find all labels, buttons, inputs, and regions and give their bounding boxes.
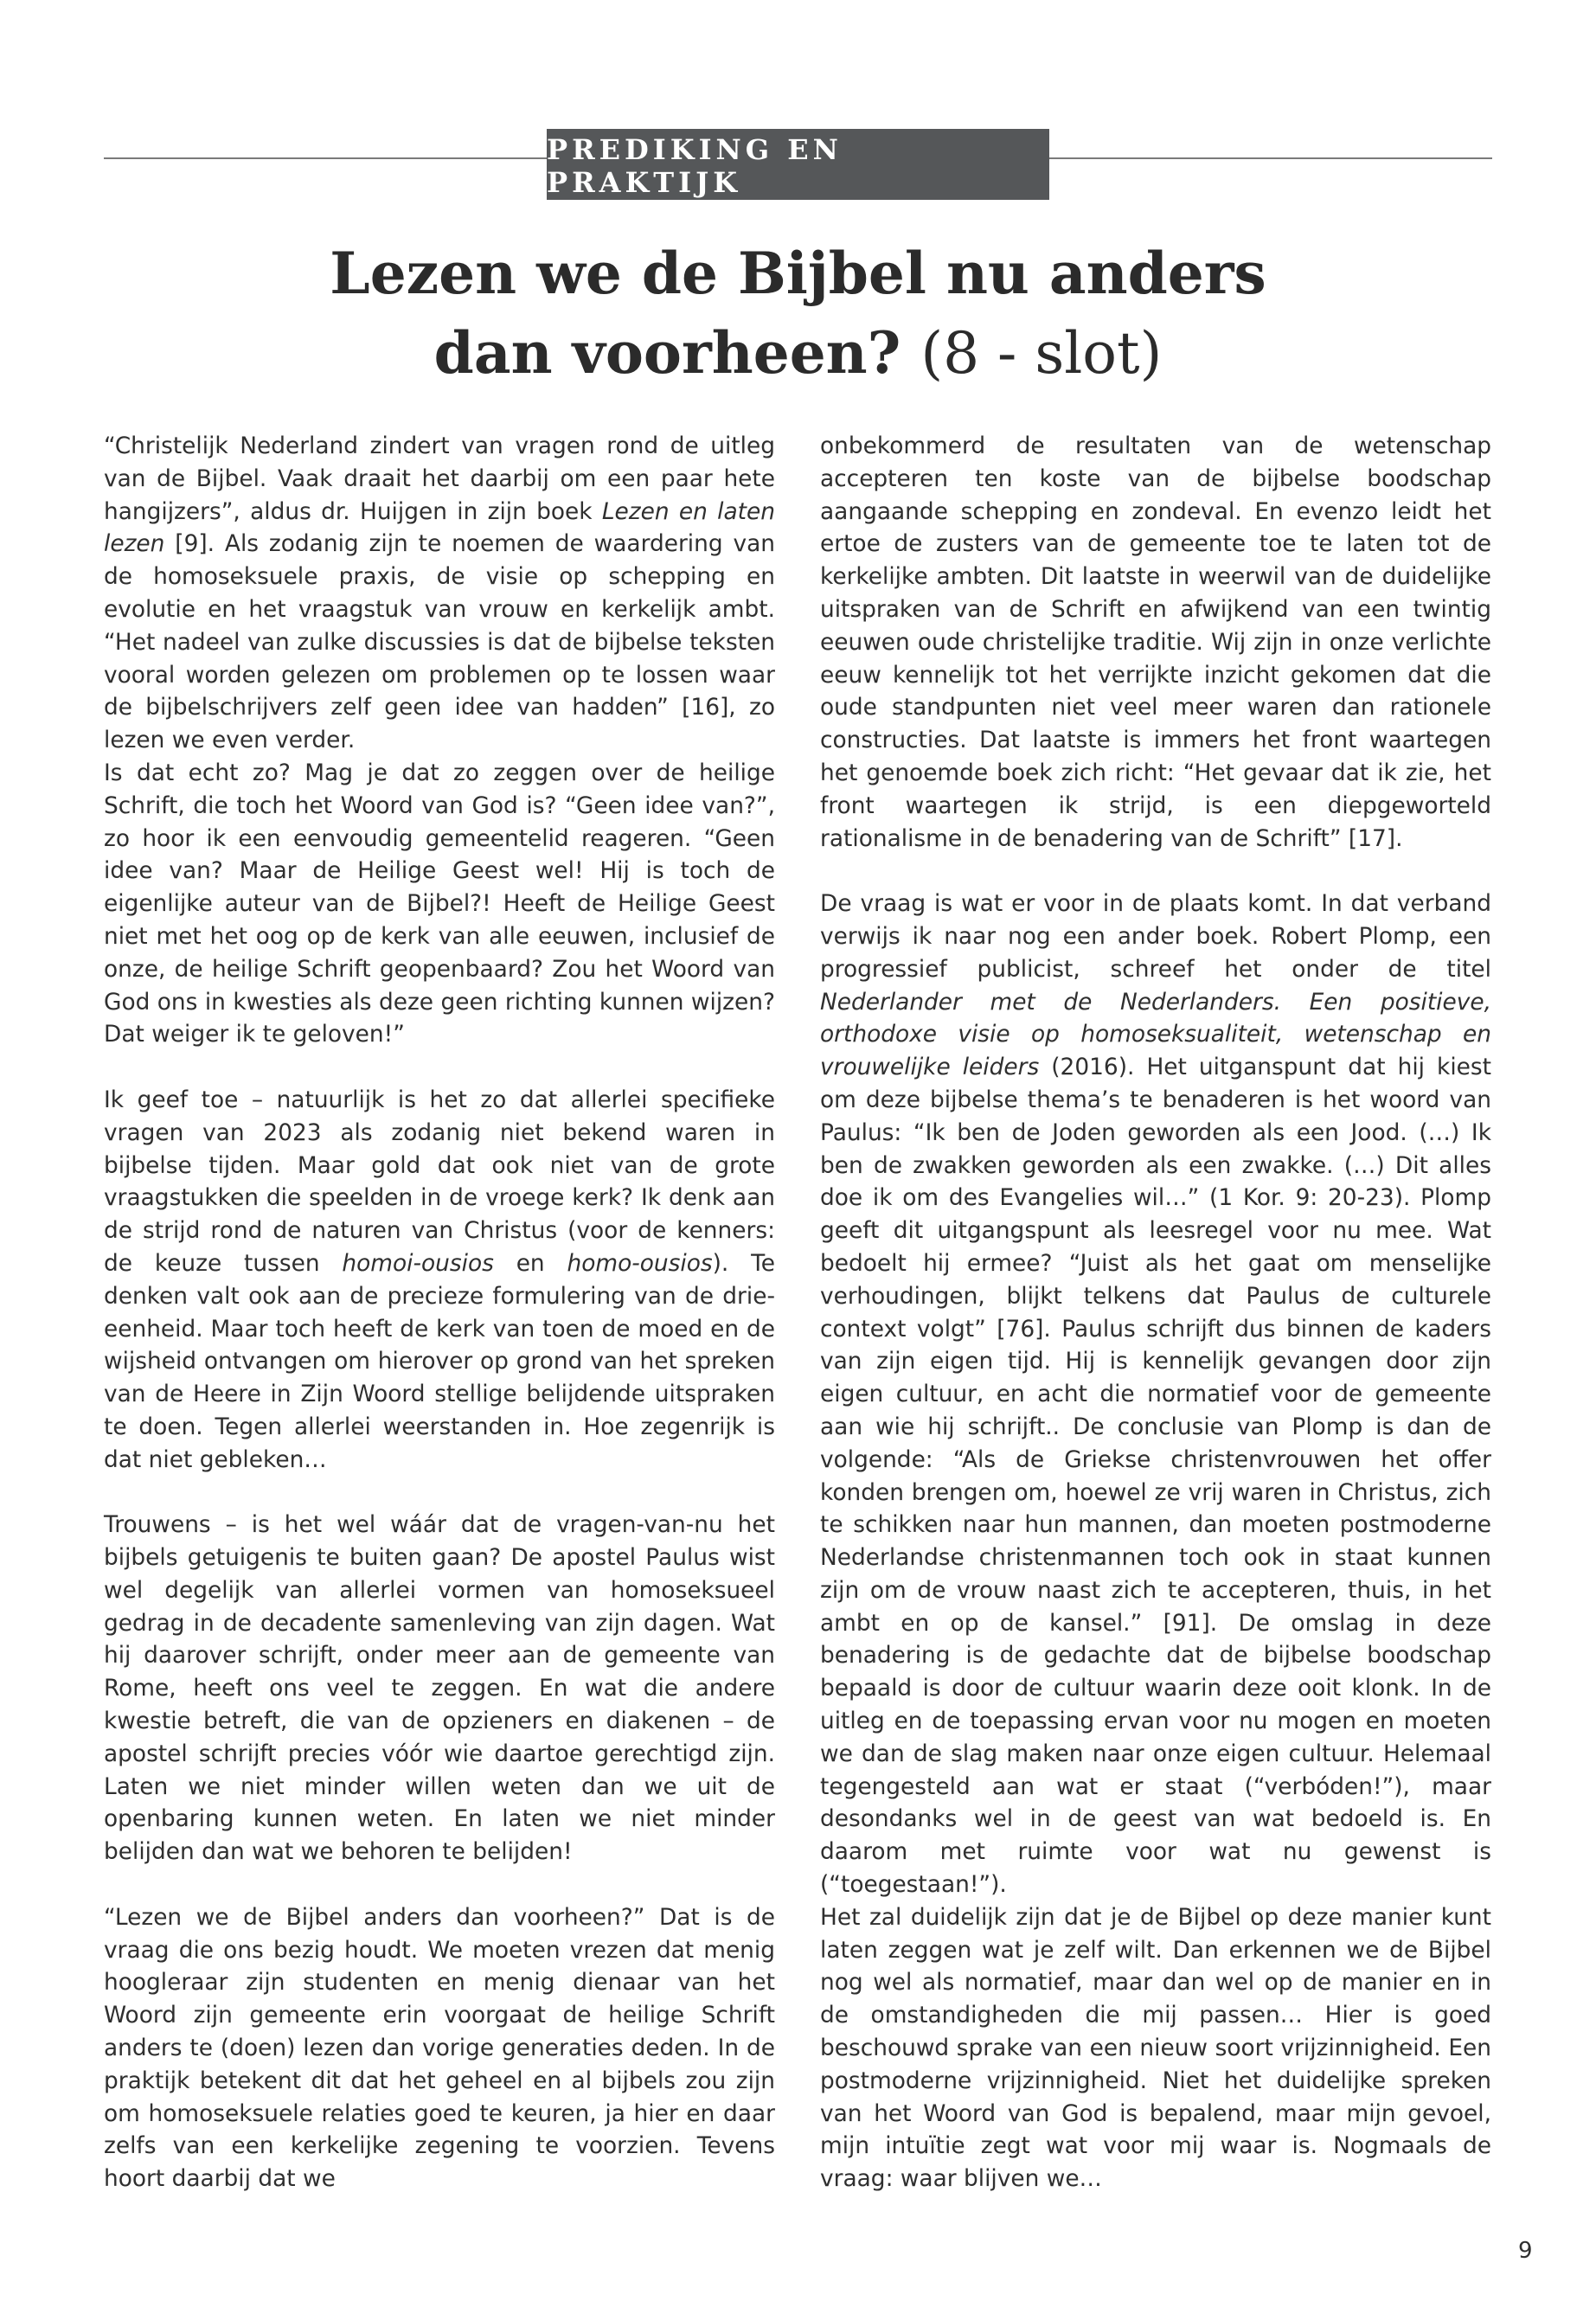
paragraph: Is dat echt zo? Mag je dat zo zeggen over de heilige Schrift, die toch het Woord van God is? “Geen idee van?”, zo hoor ik een eenvoudig gemeentelid reageren. “Geen idee van? Maar de Heilige Geest wel! Hij is toch de eigenlijke auteur van de Bijbel?! Heeft de Heilige Geest niet met het oog op de kerk van alle eeuwen, inclusief de onze, de heilige Schrift geopenbaard? Zou het Woord van God ons in kwesties als deze geen richting kunnen wijzen? Dat weiger ik te geloven!” xyxy=(104,759,775,1048)
paragraph xyxy=(104,430,775,757)
article-title xyxy=(104,234,1492,394)
paragraph-text: [9]. Als zodanig zijn te noemen de waardering van de homoseksuele praxis, de visie op schepping en evolutie en het vraagstuk van vrouw en kerkelijk ambt. “Het nadeel van zulke discussies is dat de bijbelse teksten vooral worden gelezen om problemen op te lossen waar de bijbelschrijvers zelf geen idee van hadden” [16], zo lezen we even verder. xyxy=(104,530,775,754)
term-italic: homoi-ousios xyxy=(342,1249,494,1277)
title-line-1: Lezen we de Bijbel nu anders xyxy=(330,240,1266,307)
left-column xyxy=(104,430,775,2195)
page-number: 9 xyxy=(1518,2238,1533,2264)
paragraph: Trouwens – is het wel wáár dat de vragen-van-nu het bijbels getuigenis te buiten gaan? De apostel Paulus wist wel degelijk van allerlei vormen van homoseksueel gedrag in de decadente samenleving van zijn dagen. Wat hij daarover schrijft, onder meer aan de gemeente van Rome, heeft ons veel te zeggen. En wat die andere kwestie betreft, die van de opzieners en diakenen – de apostel schrijft precies vóór wie daartoe gerechtigd zijn. Laten we niet minder willen weten dan we uit de openbaring kunnen weten. En laten we niet minder belijden dan wat we behoren te belijden! xyxy=(104,1511,775,1866)
paragraph-text: Ik geef toe – natuurlijk is het zo dat allerlei specifieke vragen van 2023 als zodanig niet bekend waren in bijbelse tijden. Maar gold dat ook niet van de grote vraagstukken die speelden in de vroege kerk? Ik denk aan de strijd rond de naturen van Christus (voor de kenners: de keuze tussen xyxy=(104,1086,775,1277)
header-rule-left xyxy=(104,157,547,159)
paragraph xyxy=(820,888,1491,1901)
header-rule-right xyxy=(1049,157,1492,159)
paragraph-text: De vraag is wat er voor in de plaats komt. In dat verband verwijs ik naar nog een ander boek. Robert Plomp, een progressief publicist, schreef het onder de titel xyxy=(820,890,1491,983)
paragraph-text: ). Te denken valt ook aan de precieze formulering van de drie-eenheid. Maar toch heeft de kerk van toen de moed en de wijsheid ontvangen om hierover op grond van het spreken van de Heere in Zijn Woord stellige belijdende uitspraken te doen. Tegen allerlei weerstanden in. Hoe zegenrijk is dat niet gebleken… xyxy=(104,1249,775,1473)
paragraph: Het zal duidelijk zijn dat je de Bijbel op deze manier kunt laten zeggen wat je zelf wilt. Dan erkennen we de Bijbel nog wel als normatief, maar dan wel op de manier en in de omstandigheden die mij passen… Hier is goed beschouwd sprake van een nieuw soort vrijzinnigheid. Een postmoderne vrijzinnigheid. Niet het duidelijke spreken van het Woord van God is bepalend, maar mijn gevoel, mijn intuïtie zegt wat voor mij waar is. Nogmaals de vraag: waar blijven we… xyxy=(820,1903,1491,2193)
paragraph: “Lezen we de Bijbel anders dan voorheen?” Dat is de vraag die ons bezig houdt. We moeten vrezen dat menig hoogleraar zijn studenten en menig dienaar van het Woord zijn gemeente erin voorgaat de heilige Schrift anders te (doen) lezen dan vorige generaties deden. In de praktijk betekent dit dat het geheel en al bijbels zou zijn om homoseksuele relaties goed te keuren, ja hier en daar zelfs van een kerkelijke zegening te voorzien. Tevens hoort daarbij dat we xyxy=(104,1903,775,2193)
paragraph xyxy=(104,1084,775,1477)
title-part-number: (8 - slot) xyxy=(920,320,1163,387)
book-title: Lezen en laten lezen xyxy=(104,497,775,558)
term-italic: homo-ousios xyxy=(567,1249,713,1277)
paragraph-text: “Christelijk Nederland zindert van vragen rond de uitleg van de Bijbel. Vaak draait het daarbij om een paar hete hangijzers”, aldus dr. Huijgen in zijn boek xyxy=(104,433,775,525)
paragraph-text: (2016). Het uitganspunt dat hij kiest om deze bijbelse thema’s te benaderen is het woord van Paulus: “Ik ben de Joden geworden als een Jood. (…) Ik ben de zwakken geworden als een zwakke. (…) Dit alles doe ik om des Evangelies wil…” (1 Kor. 9: 20-23). Plomp geeft dit uitgangspunt als leesregel voor nu mee. Wat bedoelt hij ermee? “Juist als het gaat om menselijke verhoudingen, blijkt telkens dat Paulus de culturele context volgt” [76]. Paulus schrijft dus binnen de kaders van zijn eigen tijd. Hij is kennelijk gevangen door zijn eigen cultuur, en acht die normatief voor de gemeente aan wie hij schrijft.. De conclusie van Plomp is dan de volgende: “Als de Griekse christenvrouwen het offer konden brengen om, hoewel ze vrij waren in Christus, zich te schikken naar hun mannen, dan moeten postmoderne Nederlandse christenmannen toch ook in staat kunnen zijn om de vrouw naast zich te accepteren, thuis, in het ambt en op de kansel.” [91]. De omslag in deze benadering is de gedachte dat de bijbelse boodschap bepaald is door de cultuur waarin deze ooit klonk. In de uitleg en de toepassing ervan voor nu mogen en moeten we dan de slag maken naar onze eigen cultuur. Helemaal tegengesteld aan wat er staat (“verbóden!”), maar desondanks wel in de geest van wat bedoeld is. En daarom met ruimte voor wat nu gewenst is (“toegestaan!”). xyxy=(820,1054,1492,1899)
right-column xyxy=(820,430,1491,2195)
paragraph-text: en xyxy=(493,1249,567,1277)
paragraph: onbekommerd de resultaten van de wetenschap accepteren ten koste van de bijbelse boodschap aangaande schepping en zondeval. En evenzo leidt het ertoe de zusters van de gemeente toe te laten tot de kerkelijke ambten. Dit laatste in weerwil van de duidelijke uitspraken van de Schrift en afwijkend van een twintig eeuwen oude christelijke traditie. Wij zijn in onze verlichte eeuw kennelijk tot het verrijkte inzicht gekomen dat die oude standpunten niet veel meer waren dan rationele constructies. Dat laatste is immers het front waartegen het genoemde boek zich richt: “Het gevaar dat ik zie, het front waartegen ik strijd, is een diepgeworteld rationalisme in de benadering van de Schrift” [17]. xyxy=(820,433,1491,852)
title-line-2: dan voorheen? xyxy=(433,319,901,387)
book-title: Nederlander met de Nederlanders. Een positieve, orthodoxe visie op homoseksualiteit, wetenschap en vrouwelijke leiders xyxy=(820,988,1491,1081)
section-label: PREDIKING EN PRAKTIJK xyxy=(547,129,1049,200)
